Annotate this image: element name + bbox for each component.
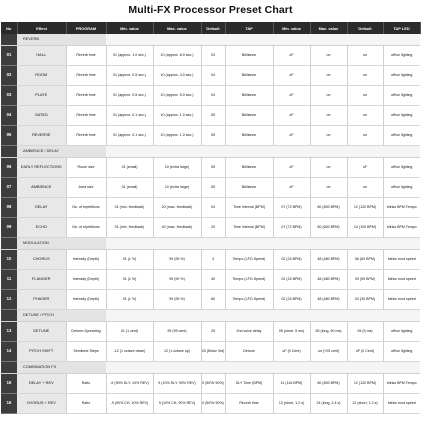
table-cell: Time Interval (BPM) [225, 218, 273, 238]
effect-name: PLATE [17, 86, 66, 106]
table-cell: 01 (small) [106, 178, 153, 198]
column-header: Default [201, 22, 225, 34]
category-row [1, 238, 420, 250]
table-cell: Detune [225, 342, 273, 362]
category-number-cell [1, 238, 17, 250]
effect-name: DELAY [17, 198, 66, 218]
table-cell: 12 (120 BPM) [347, 374, 383, 394]
category-filler [106, 362, 420, 374]
table-cell: blinks BPM Tempo [383, 374, 420, 394]
table-cell: 01 (1 cent) [106, 322, 153, 342]
table-cell: on [310, 158, 347, 178]
table-cell: 03 [201, 46, 225, 66]
category-number-cell [1, 310, 17, 322]
table-cell: 04 [201, 66, 225, 86]
table-row [1, 178, 420, 198]
preset-number: 09 [1, 218, 17, 238]
table-row [1, 46, 420, 66]
table-cell: 05 [201, 126, 225, 146]
table-cell: 05 (5 ms) [347, 322, 383, 342]
table-cell: 20 [201, 218, 225, 238]
preset-number: 02 [1, 66, 17, 86]
table-cell: Ratio [66, 394, 106, 414]
table-cell: oF (0 Cent) [347, 342, 383, 362]
table-cell: on [310, 178, 347, 198]
table-row [1, 198, 420, 218]
table-cell: DLY Time (BPM) [225, 374, 273, 394]
effect-name: PITCH SHIFT [17, 342, 66, 362]
category-row [1, 310, 420, 322]
table-cell: Reverb time [66, 46, 106, 66]
table-cell: 10 (approx. 1.0 sec.) [153, 126, 201, 146]
table-cell: No. of repetitions [66, 218, 106, 238]
table-cell: 99 (99 cent) [153, 322, 201, 342]
preset-number: 12 [1, 290, 17, 310]
table-cell: off/on lighting [383, 158, 420, 178]
table-cell: 10 (100 BPM) [347, 218, 383, 238]
table-cell: Reverb time [66, 126, 106, 146]
table-cell: 07 (72 BPM) [273, 218, 310, 238]
effect-name: ECHO [17, 218, 66, 238]
table-cell: 99 (99 %) [153, 270, 201, 290]
table-cell: off/on lighting [383, 126, 420, 146]
table-row [1, 374, 420, 394]
table-cell: blinks mod speed [383, 290, 420, 310]
preset-chart-table [1, 22, 421, 414]
table-cell: oF [273, 66, 310, 86]
column-header: Min. value [106, 22, 153, 34]
table-cell: Detune-Spreading [66, 322, 106, 342]
table-cell: Tempo (LFO-Speed) [225, 250, 273, 270]
table-cell: Time Interval (BPM) [225, 198, 273, 218]
table-cell: 40 (max. feedback) [153, 218, 201, 238]
table-cell: 09 (90 BPM) [347, 270, 383, 290]
table-cell: 25 [201, 322, 225, 342]
table-cell: oF (0 Cent) [273, 342, 310, 362]
table-body [1, 34, 420, 414]
effect-name: ROOM [17, 66, 66, 86]
effect-name: CHORUS + REV [17, 394, 66, 414]
table-cell: off/on lighting [383, 178, 420, 198]
effect-name: GATED [17, 106, 66, 126]
column-header: TAP LED [383, 22, 420, 34]
table-cell: 48 (480 BPM) [310, 270, 347, 290]
category-filler [106, 238, 420, 250]
preset-number: 10 [1, 250, 17, 270]
column-header: Default [347, 22, 383, 34]
table-cell: 12 (1 octave up) [153, 342, 201, 362]
table-cell: 02 (24 BPM) [273, 290, 310, 310]
table-cell: -9 (90% DLY, 10% REV) [106, 374, 153, 394]
table-cell: 04 [201, 86, 225, 106]
table-cell: Intensity (Depth) [66, 290, 106, 310]
table-cell: on [347, 106, 383, 126]
category-label: REVERB [17, 34, 106, 46]
table-cell: 60 (600 BPM) [310, 198, 347, 218]
table-cell: oF [273, 106, 310, 126]
table-row [1, 342, 420, 362]
table-cell: 9 (10% CH, 90% REV) [153, 394, 201, 414]
table-cell: 01 (approx. 0.5 sec.) [106, 86, 153, 106]
preset-number: 06 [1, 158, 17, 178]
table-cell: blinks BPM Tempo [383, 198, 420, 218]
table-cell: Reverb time [66, 106, 106, 126]
preset-number: 15 [1, 374, 17, 394]
table-cell: 3 [201, 250, 225, 270]
table-cell: blinks mod speed [383, 270, 420, 290]
table-cell: 0 (50%/ 50%) [201, 374, 225, 394]
effect-name: AMBIENCE [17, 178, 66, 198]
category-label: COMBINATION FX [17, 362, 106, 374]
effect-name: HALL [17, 46, 66, 66]
table-cell: 03 (Minor 3rd) [201, 342, 225, 362]
header-row [1, 22, 420, 34]
table-cell: 60 [201, 290, 225, 310]
category-label: MODULATION [17, 238, 106, 250]
table-cell: Brilliance [225, 66, 273, 86]
table-cell: 01 (approx. 1.0 sec.) [106, 46, 153, 66]
table-cell: Intensity (Depth) [66, 270, 106, 290]
table-row [1, 290, 420, 310]
table-cell: Reverb time [66, 86, 106, 106]
table-row [1, 86, 420, 106]
table-cell: Brilliance [225, 158, 273, 178]
table-cell: 05 [201, 106, 225, 126]
category-filler [106, 34, 420, 46]
table-cell: Reverb time [225, 394, 273, 414]
table-cell: 06 (60 BPM) [347, 250, 383, 270]
table-cell: 12 (short, 1.2 s) [347, 394, 383, 414]
table-cell: off/on lighting [383, 106, 420, 126]
table-cell: Brilliance [225, 106, 273, 126]
table-cell: 10 (extra large) [153, 158, 201, 178]
table-cell: on [347, 178, 383, 198]
table-cell: on [310, 126, 347, 146]
table-cell: 01 (min. feedback) [106, 218, 153, 238]
table-cell: 12 (short, 1.2 s) [273, 394, 310, 414]
table-cell: -12 (1 octave down) [106, 342, 153, 362]
table-cell: 10 (approx. 4.0 sec.) [153, 66, 201, 86]
table-cell: 01 (approx. 0.1 sec.) [106, 126, 153, 146]
table-cell: -9 (90% CH, 10% REV) [106, 394, 153, 414]
table-cell: 01 (approx. 0.1 sec.) [106, 106, 153, 126]
effect-name: EARLY REFLECTIONS [17, 158, 66, 178]
preset-number: 14 [1, 342, 17, 362]
table-cell: Brilliance [225, 178, 273, 198]
column-header: Min. value [273, 22, 310, 34]
table-cell: 99 (99 %) [153, 250, 201, 270]
table-cell: 10 (approx. 5.0 sec.) [153, 86, 201, 106]
table-cell: oF [273, 86, 310, 106]
table-cell: 9 (10% DLY, 90% REV) [153, 374, 201, 394]
table-cell: Brilliance [225, 46, 273, 66]
table-cell: 10 (approx. 8.0 sec.) [153, 46, 201, 66]
effect-name: CHORUS [17, 250, 66, 270]
table-cell: off/on lighting [383, 322, 420, 342]
table-cell: 01 (small) [106, 158, 153, 178]
table-cell: 05 (short, 5 ms) [273, 322, 310, 342]
table-cell: 60 (600 BPM) [310, 374, 347, 394]
table-cell: oF [347, 158, 383, 178]
table-cell: No. of repetitions [66, 198, 106, 218]
table-cell: off/on lighting [383, 86, 420, 106]
table-cell: 03 (30 BPM) [347, 290, 383, 310]
table-cell: 01 (1 %) [106, 270, 153, 290]
table-cell: off/on lighting [383, 342, 420, 362]
effect-name: FLANGER [17, 270, 66, 290]
effect-name: REVERSE [17, 126, 66, 146]
table-cell: Ratio [66, 374, 106, 394]
table-cell: Area size [66, 178, 106, 198]
table-row [1, 158, 420, 178]
table-cell: on [347, 126, 383, 146]
table-row [1, 66, 420, 86]
preset-number: 16 [1, 394, 17, 414]
category-row [1, 34, 420, 46]
category-label: AMBIENCE / DELAY [17, 146, 106, 158]
category-filler [106, 310, 420, 322]
page-title: Multi-FX Processor Preset Chart [128, 4, 293, 16]
table-row [1, 322, 420, 342]
table-cell: Brilliance [225, 126, 273, 146]
table-cell: 60 (600 BPM) [310, 218, 347, 238]
table-cell: off/on lighting [383, 46, 420, 66]
table-cell: on [310, 86, 347, 106]
table-cell: 04 [201, 198, 225, 218]
table-cell: 24 (long, 2.4 s) [310, 394, 347, 414]
preset-number: 11 [1, 270, 17, 290]
preset-number: 03 [1, 86, 17, 106]
table-cell: 99 (99 %) [153, 290, 201, 310]
table-cell: 02 (24 BPM) [273, 270, 310, 290]
category-label: DETUNE / PITCH [17, 310, 106, 322]
table-cell: 01 (approx. 0.5 sec.) [106, 66, 153, 86]
category-filler [106, 146, 420, 158]
table-cell: 2nd voice delay [225, 322, 273, 342]
table-cell: Brilliance [225, 86, 273, 106]
table-cell: on [347, 46, 383, 66]
preset-number: 13 [1, 322, 17, 342]
table-cell: 02 (24 BPM) [273, 250, 310, 270]
column-header: Max. value [153, 22, 201, 34]
preset-number: 08 [1, 198, 17, 218]
table-cell: on [310, 66, 347, 86]
table-cell: 05 [201, 178, 225, 198]
table-cell: oF [273, 126, 310, 146]
table-cell: on [310, 46, 347, 66]
category-row [1, 146, 420, 158]
table-cell: 01 (min. feedback) [106, 198, 153, 218]
table-cell: oF [273, 46, 310, 66]
table-cell: blinks BPM Tempo [383, 218, 420, 238]
table-cell: blinks mod speed [383, 250, 420, 270]
table-cell: 07 (72 BPM) [273, 198, 310, 218]
table-cell: oF [273, 178, 310, 198]
table-cell: 10 (extra large) [153, 178, 201, 198]
column-header: TAP [225, 22, 273, 34]
table-row [1, 126, 420, 146]
table-cell: 0 (50%/ 50%) [201, 394, 225, 414]
table-cell: blinks mod speed [383, 394, 420, 414]
table-cell: oF [273, 158, 310, 178]
table-cell: Room size [66, 158, 106, 178]
column-header: Effect [17, 22, 66, 34]
column-header: No [1, 22, 17, 34]
table-row [1, 218, 420, 238]
table-cell: on [347, 86, 383, 106]
table-cell: on [347, 66, 383, 86]
table-cell: 10 (approx. 1.0 sec.) [153, 106, 201, 126]
table-row [1, 270, 420, 290]
table-cell: 01 (1 %) [106, 290, 153, 310]
table-cell: Tempo (LFO-Speed) [225, 290, 273, 310]
preset-number: 05 [1, 126, 17, 146]
table-cell: Intensity (Depth) [66, 250, 106, 270]
table-cell: 05 [201, 158, 225, 178]
effect-name: DELAY + REV [17, 374, 66, 394]
effect-name: DETUNE [17, 322, 66, 342]
category-number-cell [1, 146, 17, 158]
table-cell: Reverb time [66, 66, 106, 86]
category-row [1, 362, 420, 374]
table-cell: Semitone Steps [66, 342, 106, 362]
category-number-cell [1, 34, 17, 46]
table-cell: 48 (480 BPM) [310, 250, 347, 270]
column-header: Max. value [310, 22, 347, 34]
table-cell: 11 (116 BPM) [273, 374, 310, 394]
table-cell: 20 (max. feedback) [153, 198, 201, 218]
table-cell: off/on lighting [383, 66, 420, 86]
preset-number: 07 [1, 178, 17, 198]
table-cell: 48 (480 BPM) [310, 290, 347, 310]
preset-number: 04 [1, 106, 17, 126]
table-cell: 12 (120 BPM) [347, 198, 383, 218]
table-row [1, 106, 420, 126]
category-number-cell [1, 362, 17, 374]
table-cell: 40 [201, 270, 225, 290]
column-header: PROGRAM [66, 22, 106, 34]
table-cell: on [310, 106, 347, 126]
table-row [1, 250, 420, 270]
table-cell: Tempo (LFO-Speed) [225, 270, 273, 290]
table-cell: 01 (1 %) [106, 250, 153, 270]
effect-name: PHASER [17, 290, 66, 310]
preset-number: 01 [1, 46, 17, 66]
table-cell: 50 (long, 50 ms) [310, 322, 347, 342]
table-cell: on (+25 cent) [310, 342, 347, 362]
table-row [1, 394, 420, 414]
